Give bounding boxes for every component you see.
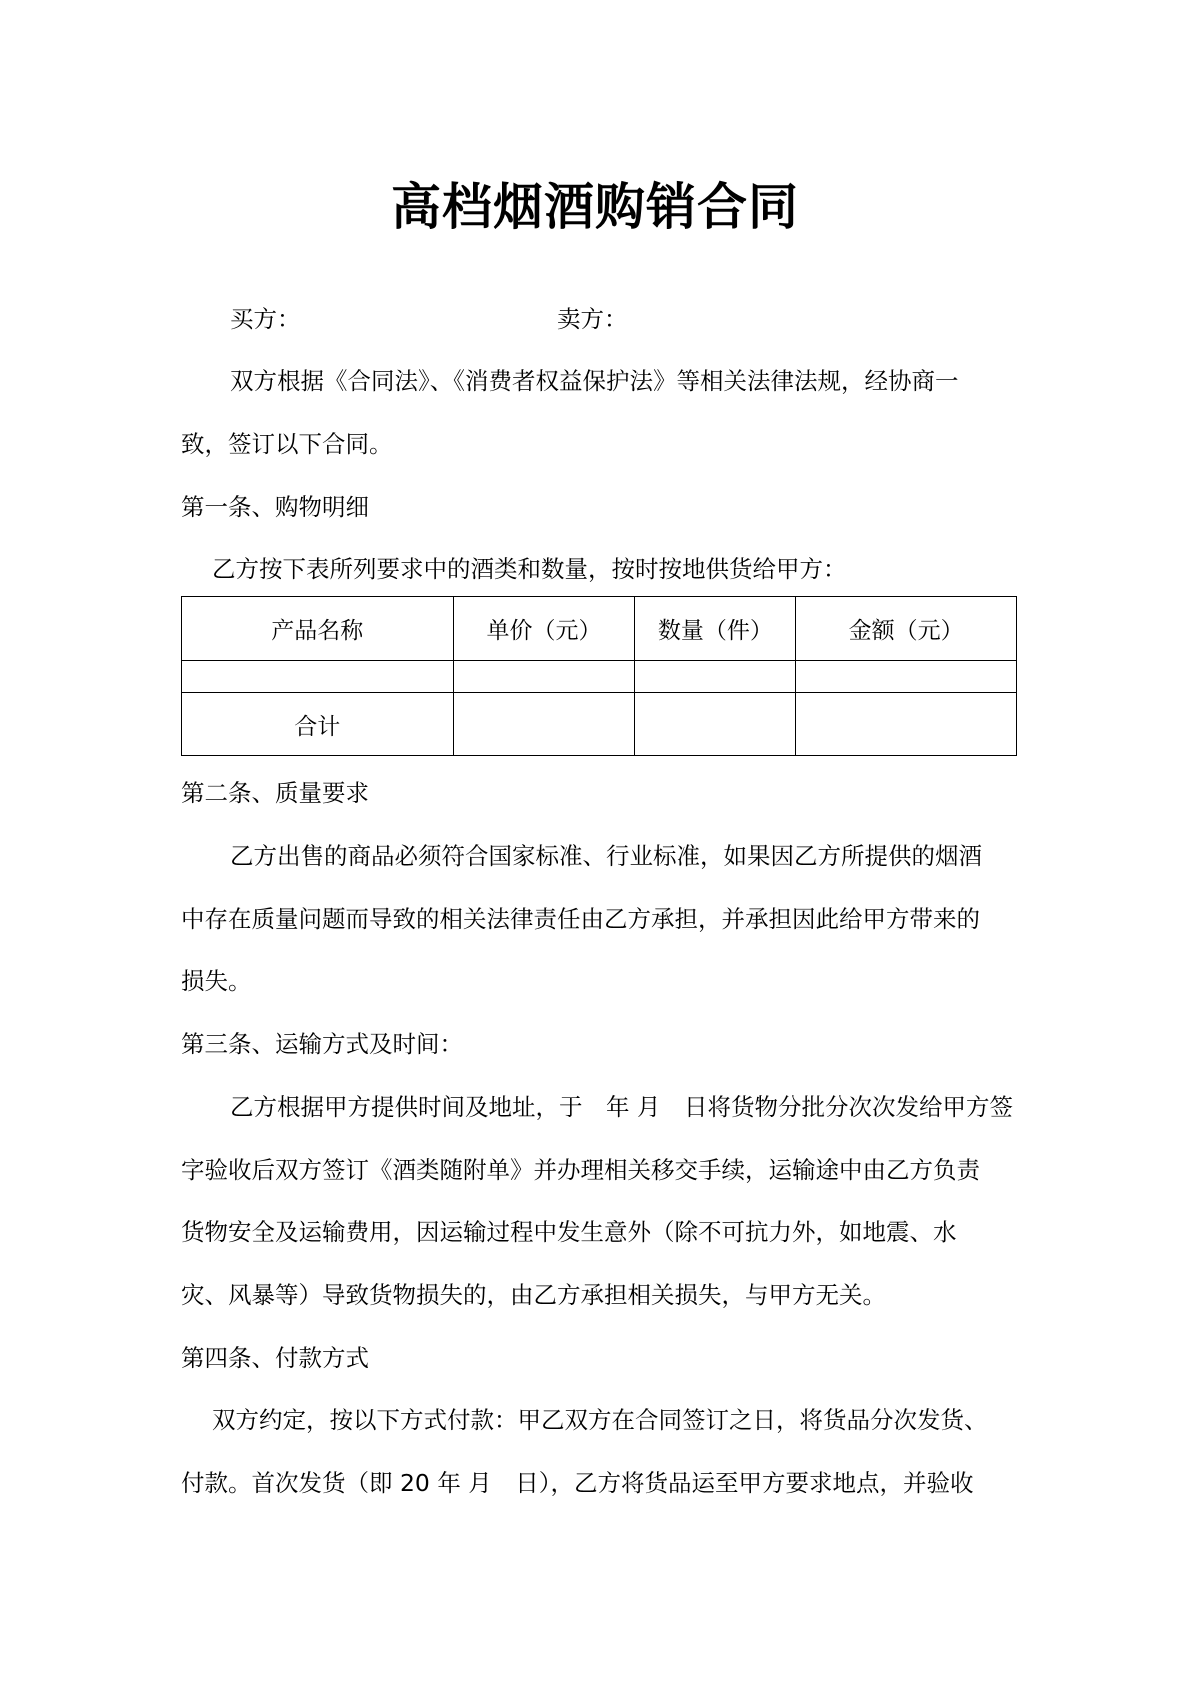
- total-amount: [796, 693, 1017, 756]
- table-cell: [796, 661, 1017, 693]
- article2-line-2: 中存在质量问题而导致的相关法律责任由乙方承担，并承担因此给甲方带来的: [181, 905, 980, 933]
- article1-heading: 第一条、购物明细: [181, 493, 369, 521]
- table-total-row: [182, 693, 1017, 756]
- table-cell: [453, 661, 635, 693]
- table-header-row: [182, 597, 1017, 661]
- header-product-name: 产品名称: [182, 597, 454, 661]
- document-title: 高档烟酒购销合同: [391, 178, 799, 236]
- total-unit-price: [453, 693, 635, 756]
- header-quantity: 数量（件）: [635, 597, 796, 661]
- article3-line-2: 字验收后双方签订《酒类随附单》并办理相关移交手续，运输途中由乙方负责: [181, 1156, 980, 1184]
- goods-table: [181, 596, 1017, 756]
- header-amount: 金额（元）: [796, 597, 1017, 661]
- article1-text: 乙方按下表所列要求中的酒类和数量，按时按地供货给甲方：: [212, 555, 847, 583]
- total-quantity: [635, 693, 796, 756]
- seller-label: 卖方：: [557, 305, 628, 333]
- article4-line-1: 双方约定，按以下方式付款：甲乙双方在合同签订之日，将货品分次发货、: [212, 1406, 988, 1434]
- article3-line-4: 灾、风暴等）导致货物损失的，由乙方承担相关损失，与甲方无关。: [181, 1281, 886, 1309]
- table-cell: [635, 661, 796, 693]
- table-cell: [182, 661, 454, 693]
- total-label: 合计: [182, 693, 454, 756]
- article2-line-1: 乙方出售的商品必须符合国家标准、行业标准，如果因乙方所提供的烟酒: [230, 842, 982, 870]
- article2-line-3: 损失。: [181, 967, 252, 995]
- header-unit-price: 单价（元）: [453, 597, 635, 661]
- article4-line-2: 付款。首次发货（即 20 年 月 日），乙方将货品运至甲方要求地点，并验收: [181, 1469, 974, 1497]
- buyer-label: 买方：: [230, 305, 301, 333]
- intro-line-2: 致，签订以下合同。: [181, 430, 393, 458]
- article4-heading: 第四条、付款方式: [181, 1344, 369, 1372]
- article3-heading: 第三条、运输方式及时间：: [181, 1030, 463, 1058]
- article3-line-3: 货物安全及运输费用，因运输过程中发生意外（除不可抗力外，如地震、水: [181, 1218, 957, 1246]
- table-row: [182, 661, 1017, 693]
- intro-line-1: 双方根据《合同法》、《消费者权益保护法》等相关法律法规，经协商一: [230, 367, 959, 395]
- article3-line-1: 乙方根据甲方提供时间及地址，于 年 月 日将货物分批分次次发给甲方签: [230, 1093, 1013, 1121]
- article2-heading: 第二条、质量要求: [181, 779, 369, 807]
